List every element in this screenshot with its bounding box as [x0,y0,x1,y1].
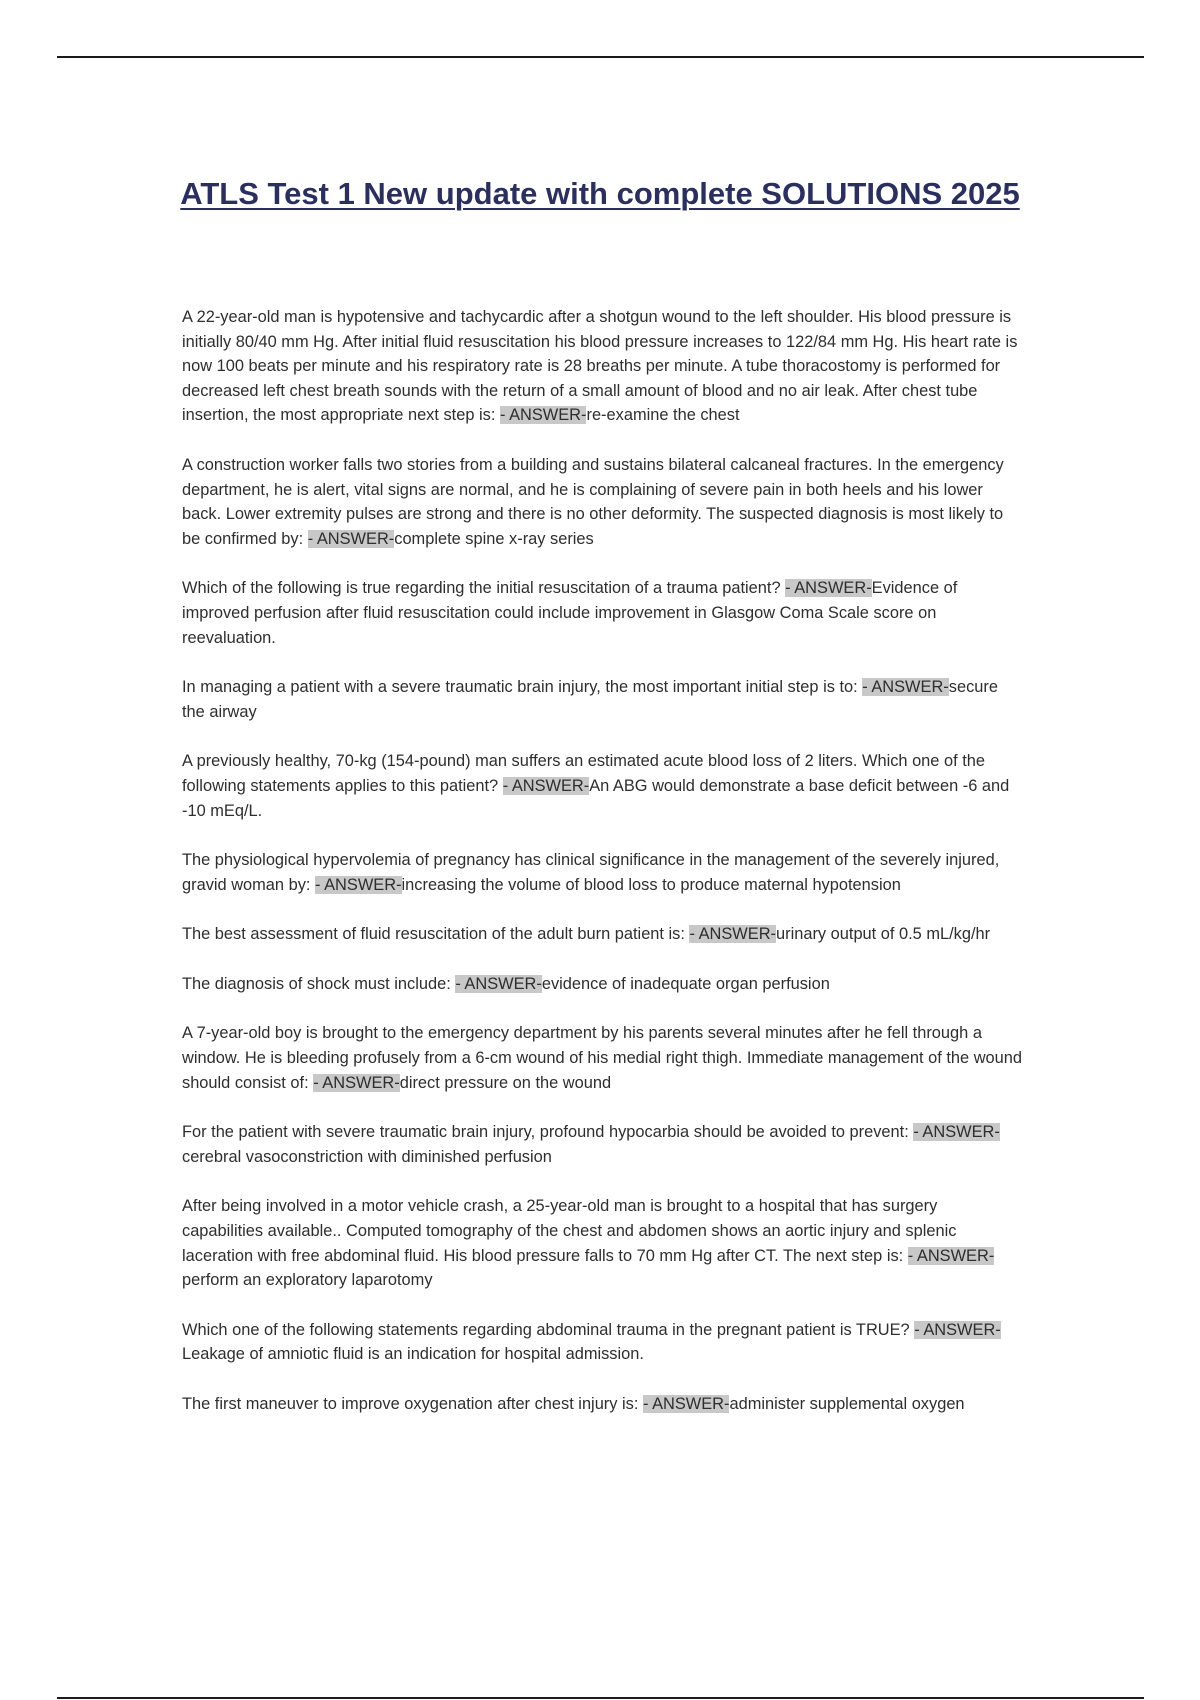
answer-tag: - ANSWER- [913,1123,1000,1142]
question-text: Which of the following is true regarding the initial resuscitation of a trauma patient? [182,579,786,598]
answer-tag: - ANSWER- [785,579,872,598]
qa-item [182,1392,1022,1417]
question-list [182,305,1022,1442]
answer-tag: - ANSWER- [689,925,776,944]
question-text: The first maneuver to improve oxygenation after chest injury is: [182,1395,643,1413]
answer-tag: - ANSWER- [307,529,395,548]
top-rule [57,56,1144,58]
qa-item [182,1318,1022,1367]
question-text: For the patient with severe traumatic brain injury, profound hypocarbia should be avoided to prevent: [182,1123,914,1142]
answer-tag: - ANSWER- [502,776,590,795]
answer-tag: - ANSWER- [499,406,587,425]
qa-item [182,1021,1022,1095]
question-text: The diagnosis of shock must include: [182,974,456,993]
question-text: After being involved in a motor vehicle crash, a 25-year-old man is brought to a hospital that has surgery capabilities available.. Computed tomography of the chest and abdomen shows an aortic injury and splenic laceration with free abdominal fluid. His blood pressure falls to 70 mm Hg after CT. The next step is: [182,1197,957,1265]
question-text: In managing a patient with a severe traumatic brain injury, the most important initial step is to: [182,678,863,697]
answer-tag: - ANSWER- [907,1246,995,1265]
answer-text: urinary output of 0.5 mL/kg/hr [776,925,991,944]
answer-text: perform an exploratory laparotomy [182,1271,433,1290]
qa-item [182,453,1022,551]
answer-tag: - ANSWER- [455,974,542,993]
answer-tag: - ANSWER- [313,1073,400,1092]
bottom-rule [57,1697,1144,1699]
qa-item [182,848,1022,897]
qa-item [182,305,1022,428]
answer-text: Evidence of improved perfusion after fluid resuscitation could include improvement in Glasgow Coma Scale score on reevaluation. [182,579,958,647]
question-text: Which one of the following statements regarding abdominal trauma in the pregnant patient is TRUE? [182,1320,915,1339]
answer-text: complete spine x-ray series [394,529,594,548]
answer-text: secure the airway [182,678,998,721]
question-text: The best assessment of fluid resuscitation of the adult burn patient is: [182,925,690,944]
answer-tag: - ANSWER- [315,875,402,894]
qa-item [182,675,1022,724]
qa-item [182,972,1022,997]
qa-item [182,749,1022,823]
answer-text: administer supplemental oxygen [729,1395,965,1413]
document-title: ATLS Test 1 New update with complete SOLUTIONS 2025 [180,176,1020,211]
answer-tag: - ANSWER- [914,1320,1001,1339]
answer-text: Leakage of amniotic fluid is an indication for hospital admission. [182,1345,644,1364]
answer-text: increasing the volume of blood loss to produce maternal hypotension [401,875,901,894]
question-text: A construction worker falls two stories from a building and sustains bilateral calcaneal fractures. In the emergency department, he is alert, vital signs are normal, and he is complaining of severe pain in both heels and his lower back. Lower extremity pulses are strong and there is no other deformity. The suspected diagnosis is most likely to be confirmed by: [182,455,1004,548]
question-text: A 22-year-old man is hypotensive and tachycardic after a shotgun wound to the left shoulder. His blood pressure is initially 80/40 mm Hg. After initial fluid resuscitation his blood pressure increases to 122/84 mm Hg. His heart rate is now 100 beats per minute and his respiratory rate is 28 breaths per minute. A tube thoracostomy is performed for decreased left chest breath sounds with the return of a small amount of blood and no air leak. After chest tube insertion, the most appropriate next step is: [182,308,1018,425]
qa-item [182,576,1022,650]
answer-text: evidence of inadequate organ perfusion [541,974,830,993]
answer-text: An ABG would demonstrate a base deficit between -6 and -10 mEq/L. [182,776,1010,820]
answer-text: direct pressure on the wound [399,1073,612,1092]
qa-item [182,1120,1022,1169]
qa-item [182,922,1022,947]
question-text: The physiological hypervolemia of pregnancy has clinical significance in the management of the severely injured, gravid woman by: [182,851,1000,894]
answer-text: cerebral vasoconstriction with diminished perfusion [182,1147,552,1166]
answer-text: re-examine the chest [586,406,740,425]
question-text: A previously healthy, 70-kg (154-pound) man suffers an estimated acute blood loss of 2 liters. Which one of the following statements applies to this patient? [182,752,985,795]
question-text: A 7-year-old boy is brought to the emergency department by his parents several minutes after he fell through a window. He is bleeding profusely from a 6-cm wound of his medial right thigh. Immediate management of the wound should consist of: [182,1024,1023,1092]
answer-tag: - ANSWER- [862,678,949,697]
answer-tag: - ANSWER- [642,1395,730,1413]
qa-item [182,1194,1022,1292]
